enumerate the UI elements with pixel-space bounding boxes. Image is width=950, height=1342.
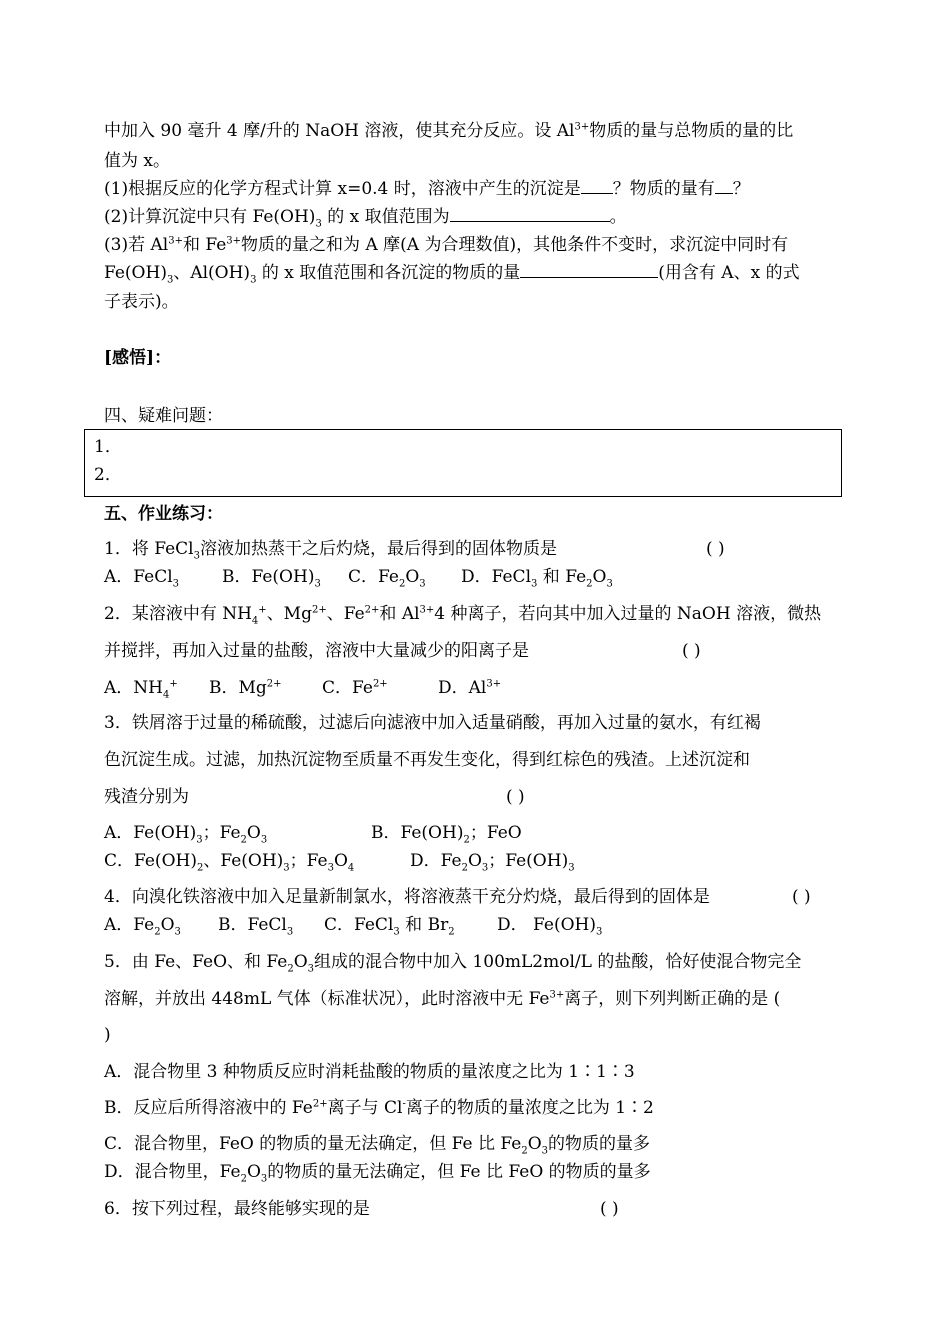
question-5-end: ) [104, 1025, 111, 1045]
option-c[interactable]: C．$Fe_2O_3$ [348, 567, 426, 590]
ganwu-heading: [感悟]： [104, 348, 172, 368]
intro-question-3-end: 子表示)。 [104, 292, 179, 312]
difficult-questions-box [84, 429, 842, 497]
intro-question-2: (2)计算沉淀中只有 $Fe(OH)_3$ 的 x 取值范围为 。 [104, 207, 627, 230]
question-5-cont: 溶解，并放出 448mL 气体（标准状况），此时溶液中无 $Fe^{3+}$离子，则下列判断正确的是 ( [104, 989, 781, 1009]
question-1: 1．将 FeCl$_3$溶液加热蒸干之后灼烧，最后得到的固体物质是 ( ) [104, 539, 725, 562]
intro-question-3-cont: $Fe(OH)_3$、$Al(OH)_3$ 的 x 取值范围和各沉淀的物质的量 (用含有 A、x 的式 [104, 263, 800, 286]
question-3: 3．铁屑溶于过量的稀硫酸，过滤后向滤液中加入适量硝酸，再加入过量的氨水，有红褐 [104, 713, 761, 733]
option-a[interactable]: A．$Fe_2O_3$ [104, 915, 181, 938]
question-4-options [104, 914, 603, 938]
difficult-question-item: 1． [94, 437, 122, 457]
answer-paren: ( ) [706, 539, 725, 559]
option-d[interactable]: D．$Al^{3+}$ [438, 678, 502, 698]
option-c[interactable]: C．$Fe^{2+}$ [322, 678, 388, 698]
option-c[interactable]: C．混合物里，FeO 的物质的量无法确定，但 Fe 比 $Fe_2O_3$的物质的量多 [104, 1134, 651, 1157]
option-a[interactable]: A．FeCl$_3$ [104, 567, 180, 590]
option-d[interactable]: D． $Fe(OH)_3$ [497, 915, 603, 938]
option-d[interactable]: D．$Fe_2O_3$；$Fe(OH)_3$ [410, 851, 575, 874]
answer-blank[interactable] [581, 178, 613, 194]
question-2: 2．某溶液中有 $NH_4^+$、$Mg^{2+}$、$Fe^{2+}$和 $Al^{3+}4$ 种离子，若向其中加入过量的 NaOH 溶液，微热 [104, 604, 822, 627]
section-5-title: 五、作业练习： [104, 504, 223, 524]
option-c[interactable]: C．FeCl$_3$ 和 $Br_2$ [324, 915, 455, 938]
section-4-title: 四、疑难问题： [104, 406, 223, 426]
question-3-end: 残渣分别为 ( ) [104, 787, 525, 807]
question-4: 4．向溴化铁溶液中加入足量新制氯水，将溶液蒸干充分灼烧，最后得到的固体是 ( ) [104, 887, 811, 907]
difficult-question-item: 2． [94, 465, 122, 485]
answer-paren: ( ) [792, 887, 811, 907]
answer-paren: ( ) [600, 1199, 619, 1219]
intro-line-1: 中加入 90 毫升 4 摩/升的 NaOH 溶液，使其充分反应。设 $Al^{3+}$物质的量与总物质的量的比 [104, 121, 794, 141]
answer-blank[interactable] [520, 262, 658, 278]
option-a[interactable]: A．混合物里 3 种物质反应时消耗盐酸的物质的量浓度之比为 1∶1∶3 [104, 1062, 635, 1082]
question-2-cont: 并搅拌，再加入过量的盐酸，溶液中大量减少的阳离子是 ( ) [104, 641, 701, 661]
option-b[interactable]: B．$Fe(OH)_3$ [222, 567, 321, 590]
question-1-options [104, 566, 613, 590]
option-a[interactable]: A．$Fe(OH)_3$；$Fe_2O_3$ [104, 823, 268, 846]
option-b[interactable]: B．反应后所得溶液中的 $Fe^{2+}$离子与 Cl-离子的物质的量浓度之比为 1∶2 [104, 1098, 654, 1118]
question-3-cont: 色沉淀生成。过滤，加热沉淀物至质量不再发生变化，得到红棕色的残渣。上述沉淀和 [104, 750, 750, 770]
intro-question-3: (3)若 $Al^{3+}$和 $Fe^{3+}$物质的量之和为 A 摩(A 为合理数值)，其他条件不变时，求沉淀中同时有 [104, 235, 789, 255]
answer-blank[interactable] [715, 178, 733, 194]
intro-line-2: 值为 x。 [104, 151, 170, 171]
question-3-options-ab [104, 822, 522, 846]
question-5: 5．由 Fe、FeO、和 $Fe_2O_3$组成的混合物中加入 100mL2mol/L 的盐酸，恰好使混合物完全 [104, 952, 802, 975]
intro-question-1: (1)根据反应的化学方程式计算 x=0.4 时，溶液中产生的沉淀是 ？物质的量有 ？ [104, 179, 750, 199]
option-c[interactable]: C．$Fe(OH)_2$、$Fe(OH)_3$；$Fe_3O_4$ [104, 851, 355, 874]
question-2-options [104, 677, 502, 701]
option-a[interactable]: A．$NH_4^+$ [104, 678, 178, 701]
option-b[interactable]: B．$Mg^{2+}$ [209, 678, 282, 698]
option-d[interactable]: D．混合物里，$Fe_2O_3$的物质的量无法确定，但 Fe 比 FeO 的物质的量多 [104, 1162, 651, 1185]
answer-paren: ( ) [506, 787, 525, 807]
option-d[interactable]: D．FeCl$_3$ 和 $Fe_2O_3$ [461, 567, 613, 590]
answer-blank[interactable] [450, 206, 610, 222]
option-b[interactable]: B．FeCl$_3$ [218, 915, 294, 938]
option-b[interactable]: B．$Fe(OH)_2$；FeO [371, 823, 522, 846]
question-3-options-cd [104, 850, 575, 874]
question-6: 6．按下列过程，最终能够实现的是 ( ) [104, 1199, 619, 1219]
answer-paren: ( ) [682, 641, 701, 661]
